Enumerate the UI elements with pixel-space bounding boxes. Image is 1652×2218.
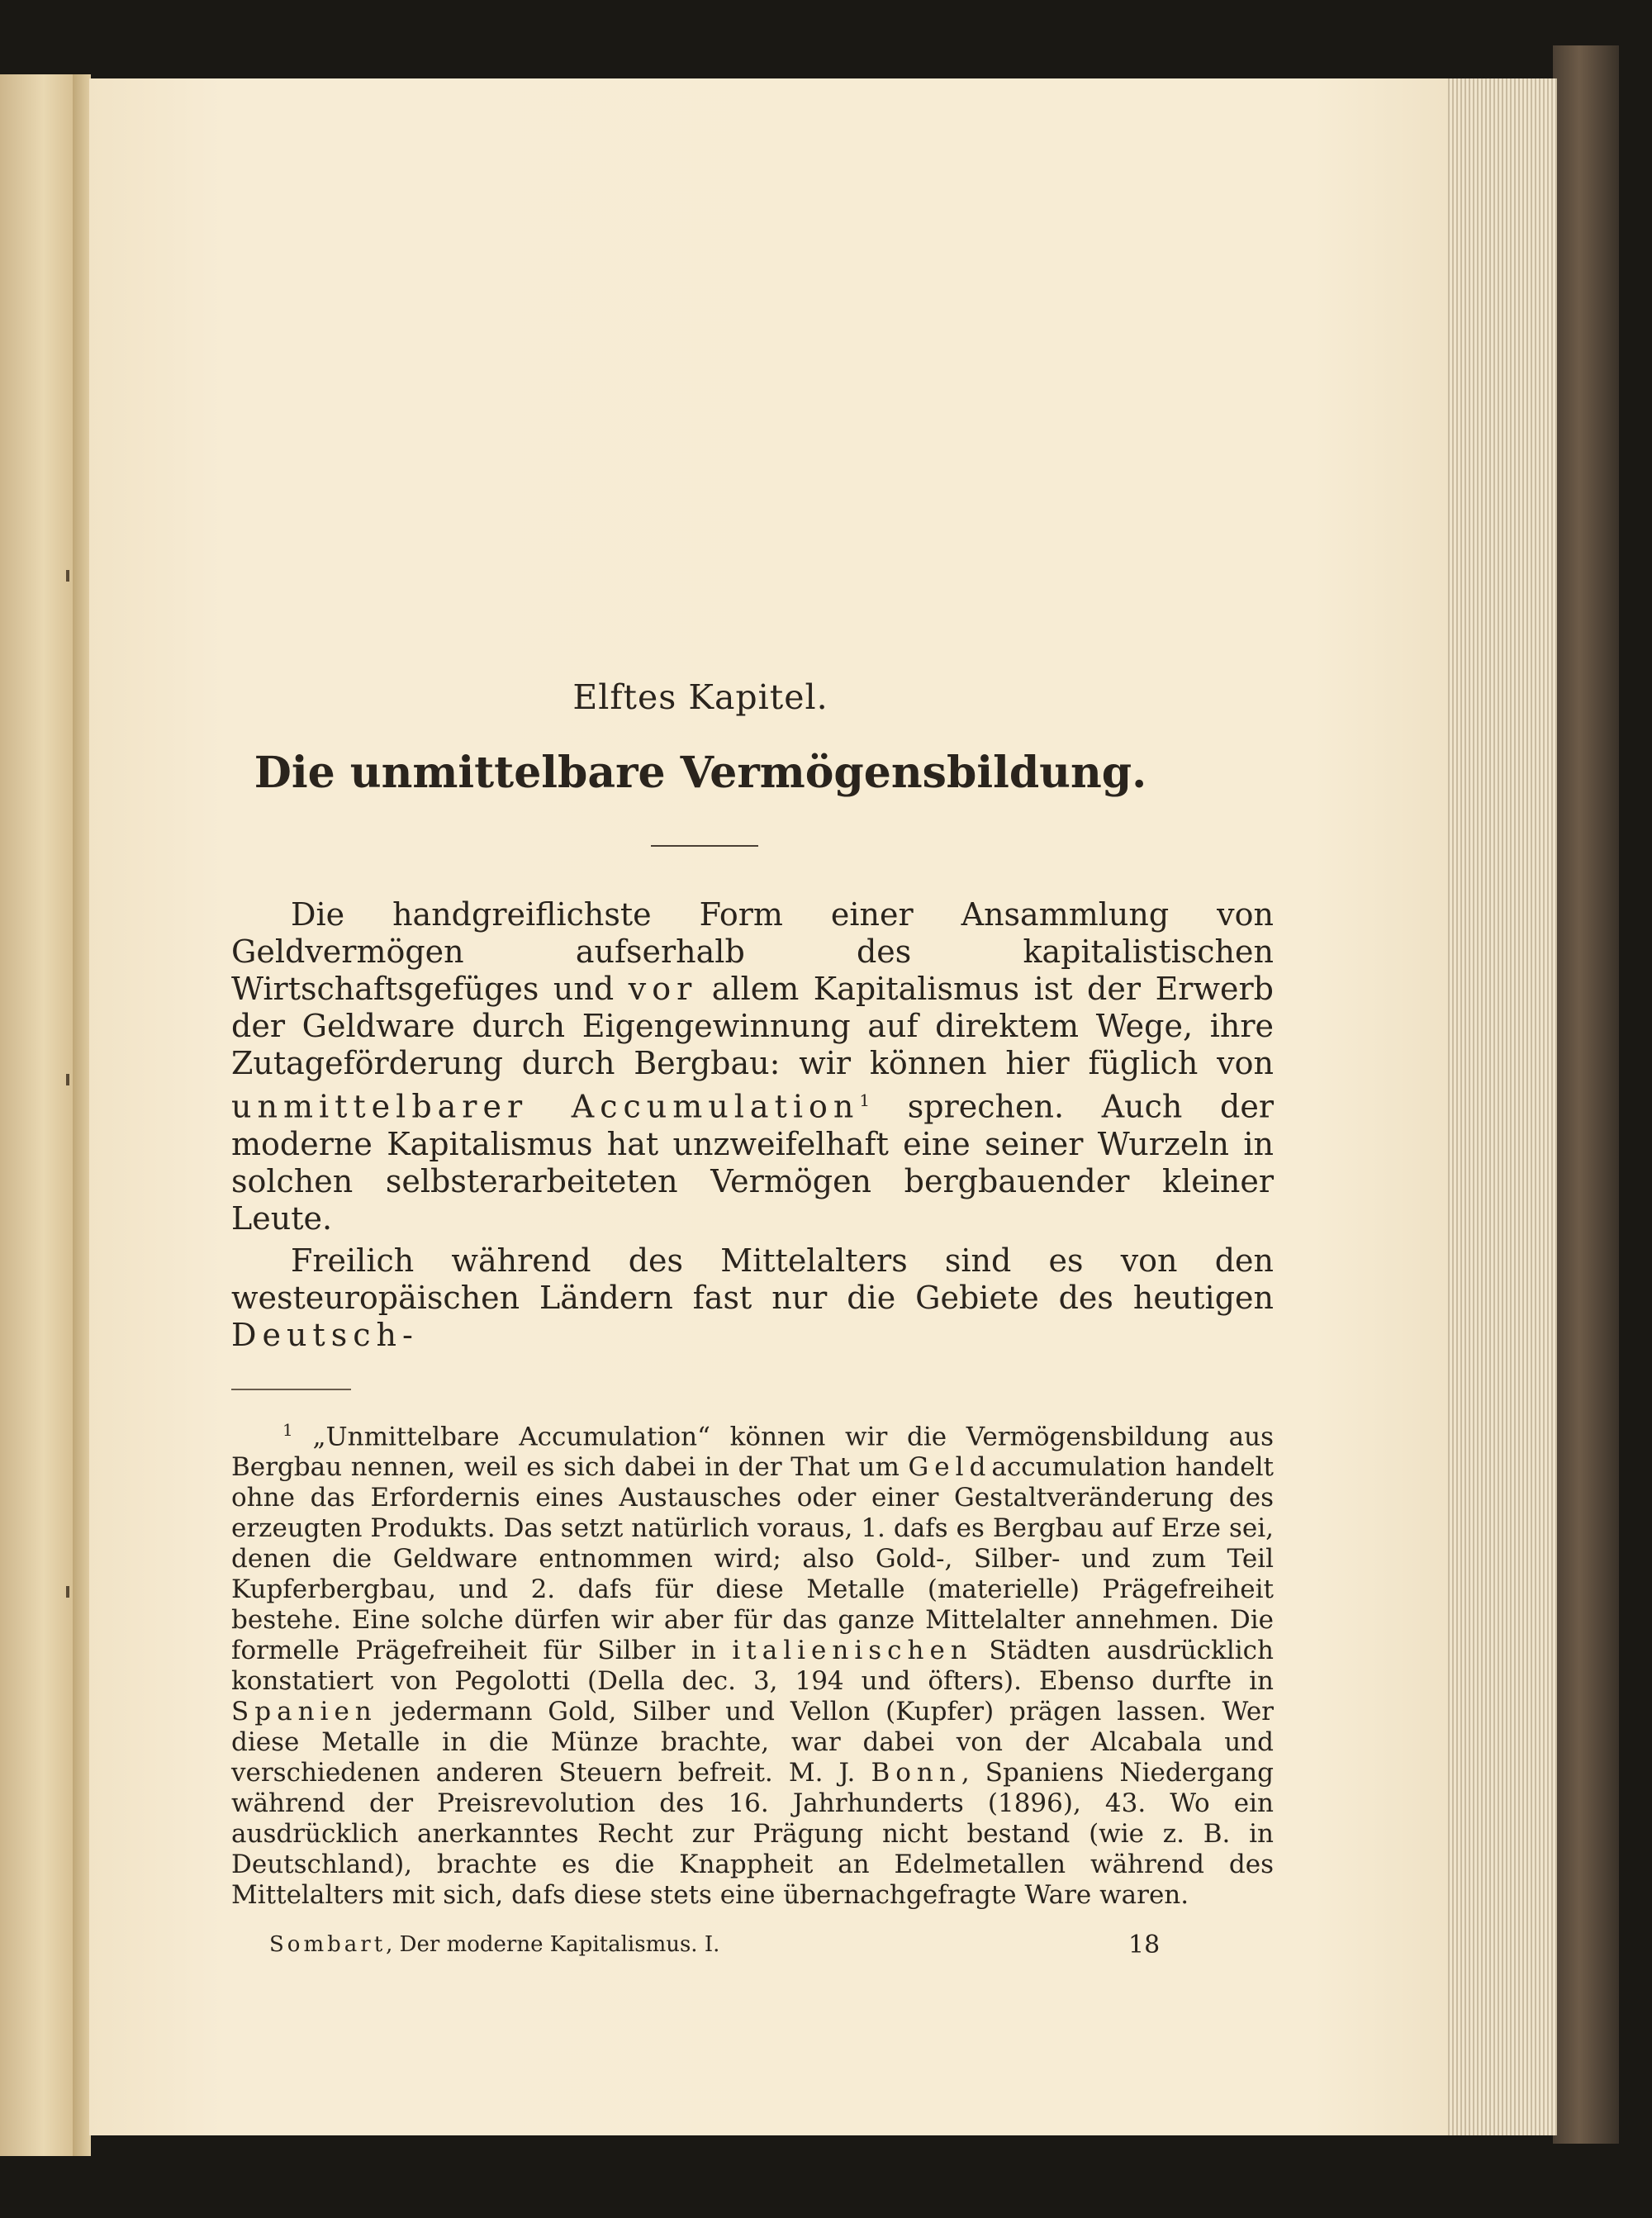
book-cover-edge: [1553, 45, 1619, 2144]
book-page: [89, 78, 1448, 2135]
signature-author: Sombart: [269, 1932, 387, 1957]
footnote-ref: 1: [859, 1090, 871, 1110]
chapter-title: Die unmittelbare Vermögensbildung.: [254, 748, 1147, 798]
title-divider: [651, 845, 758, 847]
signature-line: [269, 1932, 1219, 1957]
page-mark: [66, 1074, 69, 1085]
paragraph: Freilich während des Mittelalters sind es von den westeuropäischen Ländern fast nur die Gebiete des heutigen Deutsch-: [231, 1242, 1274, 1353]
left-page-edge: [0, 74, 73, 2156]
signature-title: , Der moderne Kapitalismus. I.: [386, 1932, 720, 1957]
spaced-emphasis: Geld: [908, 1452, 992, 1483]
footnote-divider: [231, 1389, 351, 1390]
page-mark: [66, 1586, 69, 1598]
spaced-emphasis: Bonn: [871, 1758, 961, 1788]
spaced-emphasis: italienischen: [732, 1636, 973, 1666]
footnote: $^1$ „Unmittelbare Accumulation“ können wir die Vermögensbildung aus Bergbau nennen, weil es sich dabei in der That um Geldaccumulation handelt ohne das Erfordernis eines Austausches oder einer Gestaltveränderung des erzeugten Produkts. Das setzt natürlich voraus, 1. dafs es Bergbau auf Erze sei, denen die Geldware entnommen wird; also Gold-, Silber- und zum Teil Kupferbergbau, und 2. dafs für diese Metalle (materielle) Prägefreiheit bestehe. Eine solche dürfen wir aber für das ganze Mittelalter annehmen. Die formelle Prägefreiheit für Silber in italienischen Städten ausdrücklich konstatiert von Pegolotti (Della dec. 3, 194 und öfters). Ebenso durfte in Spanien jedermann Gold, Silber und Vellon (Kupfer) prägen lassen. Wer diese Metalle in die Münze brachte, war dabei von der Alcabala und verschiedenen anderen Steuern befreit. M. J. Bonn, Spaniens Niedergang während der Preisrevolution des 16. Jahrhunderts (1896), 43. Wo ein ausdrücklich anerkanntes Recht zur Prägung nicht bestand (wie z. B. in Deutschland), brachte es die Knappheit an Edelmetallen während des Mittelalters mit sich, dafs diese stets eine übernachgefragte Ware waren.: [231, 1420, 1274, 1911]
spaced-emphasis: Deutsch-: [231, 1316, 419, 1353]
footnote-marker: 1: [282, 1420, 293, 1440]
page-stack-edge: [1441, 78, 1557, 2135]
page-number: 18: [1128, 1931, 1161, 1959]
chapter-label: Elftes Kapitel.: [572, 677, 828, 717]
page-mark: [66, 570, 69, 582]
spaced-emphasis: unmittelbarer Accumulation: [231, 1088, 860, 1125]
main-text: [231, 896, 1274, 1359]
spaced-emphasis: vor: [628, 971, 698, 1007]
paragraph: Die handgreiflichste Form einer Ansammlung von Geldvermögen aufserhalb des kapitalistischen Wirtschaftsgefüges und vor allem Kapitalismus ist der Erwerb der Geldware durch Eigengewinnung auf direktem Wege, ihre Zutageförderung durch Bergbau: wir können hier füglich von unmittelbarer Accumulation$^1$ sprechen. Auch der moderne Kapitalismus hat unzweifelhaft eine seiner Wurzeln in solchen selbsterarbeiteten Vermögen bergbauender kleiner Leute.: [231, 896, 1275, 1237]
book-gutter: [73, 74, 91, 2156]
spaced-emphasis: Spanien: [231, 1697, 377, 1727]
